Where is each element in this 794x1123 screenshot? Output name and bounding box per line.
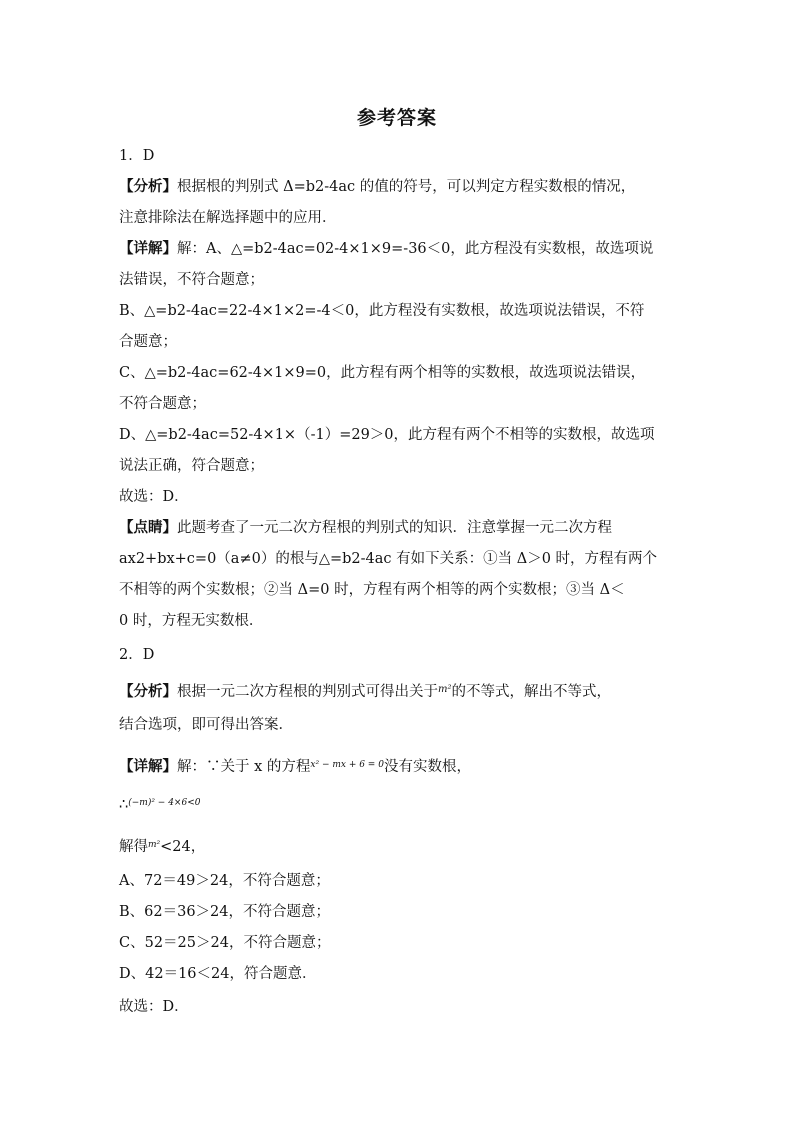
q1-option-c-line-1: C、△=b2-4ac=62-4×1×9=0，此方程有两个相等的实数根，故选项说法错误， xyxy=(119,365,646,381)
q2-number: 2．D xyxy=(119,647,155,663)
page-title: 参考答案 xyxy=(356,107,437,129)
q1-option-d-line-1: D、△=b2-4ac=52-4×1×（-1）=29＞0，此方程有两个不相等的实数根，故选项 xyxy=(119,427,655,443)
q2-analysis-text-1a: 根据一元二次方程根的判别式可得出关于 xyxy=(177,684,438,700)
q1-option-d-line-2: 说法正确，符合题意； xyxy=(119,458,264,474)
q2-equation-math: x² − mx + 6 = 0 xyxy=(310,760,384,770)
q1-detail-line-1 xyxy=(119,239,679,259)
q1-comment-line-3: 不相等的两个实数根；②当 Δ=0 时，方程有两个相等的两个实数根；③当 Δ＜ xyxy=(119,582,625,598)
q2-option-b: B、62＝36＞24，不符合题意； xyxy=(119,904,331,920)
q1-analysis-line-2: 注意排除法在解选择题中的应用． xyxy=(119,210,337,226)
q2-analysis-tag: 【分析】 xyxy=(119,683,177,700)
therefore-symbol: ∴ xyxy=(119,797,129,813)
q2-option-c: C、52＝25＞24，不符合题意； xyxy=(119,935,331,951)
q2-inequality-math: (−m)² − 4×6<0 xyxy=(128,798,201,808)
q2-detail-tag: 【详解】 xyxy=(119,758,177,775)
q2-detail-line-1 xyxy=(119,755,679,777)
q2-choice: 故选：D． xyxy=(119,999,189,1015)
q2-solve-line xyxy=(119,835,679,857)
q1-comment-line-2: ax2+bx+c=0（a≠0）的根与△=b2-4ac 有如下关系：①当 Δ＞0 时，方程有两个 xyxy=(119,551,658,567)
q2-option-a: A、72＝49＞24，不符合题意； xyxy=(119,873,330,889)
q2-analysis-line-1 xyxy=(119,680,679,702)
q1-comment-tag: 【点睛】 xyxy=(119,519,177,536)
q2-analysis-text-1b: 的不等式，解出不等式， xyxy=(451,684,611,700)
q1-detail-text-1: 解：A、△=b2-4ac=02-4×1×9=-36＜0，此方程没有实数根，故选项说 xyxy=(177,241,654,257)
q2-solve-math: m² xyxy=(148,840,161,850)
q1-comment-line-4: 0 时，方程无实数根． xyxy=(119,613,264,629)
q1-choice: 故选：D． xyxy=(119,489,189,505)
q1-number: 1．D xyxy=(119,148,155,164)
q1-comment-line-1 xyxy=(119,518,679,538)
q1-detail-line-2: 法错误，不符合题意； xyxy=(119,272,264,288)
q1-analysis-tag: 【分析】 xyxy=(119,178,177,195)
q1-analysis-line-1 xyxy=(119,177,679,197)
q1-comment-text-1: 此题考查了一元二次方程根的判别式的知识．注意掌握一元二次方程 xyxy=(177,520,612,536)
q1-detail-tag: 【详解】 xyxy=(119,240,177,257)
q2-therefore-line xyxy=(119,793,679,815)
q2-solve-text-a: 解得 xyxy=(119,839,148,855)
q1-option-c-line-2: 不符合题意； xyxy=(119,396,206,412)
q1-analysis-text-1: 根据根的判别式 Δ=b2-4ac 的值的符号，可以判定方程实数根的情况， xyxy=(177,179,636,195)
q2-detail-text-1a: 解：∵关于 x 的方程 xyxy=(177,759,311,775)
q2-analysis-line-2: 结合选项，即可得出答案． xyxy=(119,717,293,733)
q1-option-b-line-2: 合题意； xyxy=(119,334,177,350)
q2-option-d: D、42＝16＜24，符合题意． xyxy=(119,966,317,982)
q1-option-b-line-1: B、△=b2-4ac=22-4×1×2=-4＜0，此方程没有实数根，故选项说法错误，不符 xyxy=(119,303,645,319)
q2-solve-text-b: <24， xyxy=(160,839,206,855)
q2-analysis-math: m² xyxy=(438,684,452,695)
q2-detail-text-1b: 没有实数根， xyxy=(383,759,471,775)
